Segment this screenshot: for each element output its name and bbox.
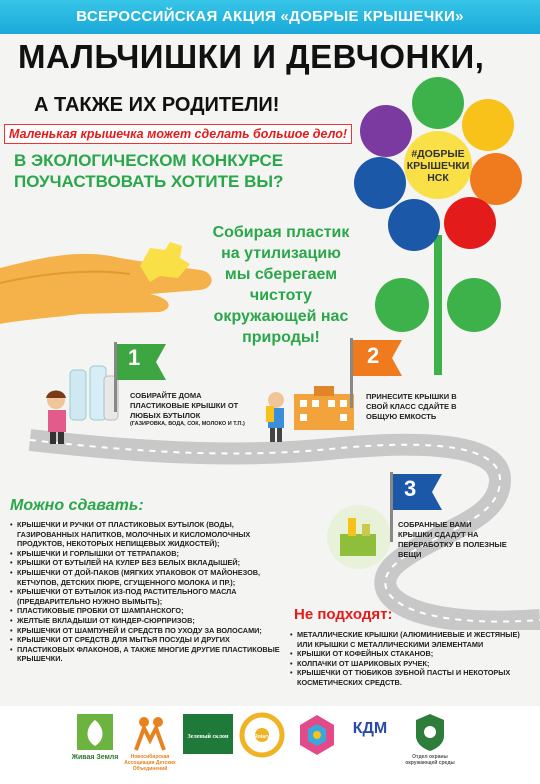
reject-item: • МЕТАЛЛИЧЕСКИЕ КРЫШКИ (АЛЮМИНИЕВЫЕ И ЖЕСТЯНЫЕ) ИЛИ КРЫШКИ С МЕТАЛЛИЧЕСКИМИ ЭЛЕМЕНТАМИ: [290, 630, 530, 649]
hand-illustration: [0, 228, 220, 338]
subtitle: А ТАКЖЕ ИХ РОДИТЕЛИ!: [34, 94, 280, 116]
logo-nado: Новосибирская Ассоциация Детских Объединений: [124, 712, 176, 772]
reject-item: • КРЫШЕЧКИ ОТ ТЮБИКОВ ЗУБНОЙ ПАСТЫ И НЕКОТОРЫХ КОСМЕТИЧЕСКИХ СРЕДСТВ.: [290, 668, 530, 687]
accept-list: [10, 520, 280, 664]
logo-zhivaya-zemlya: Живая Земля: [70, 712, 120, 761]
logo-network: [294, 712, 340, 760]
step-2-number: 2: [367, 343, 380, 368]
header-band: [0, 0, 540, 34]
logo-zeleny-sklon: [182, 712, 234, 758]
accept-item: • КРЫШЕЧКИ ОТ ДОЙ-ПАКОВ (МЯГКИХ УПАКОВОК ОТ МАЙОНЕЗОВ, КЕТЧУПОВ, ДЕТСКИХ ПЮРЕ, СГУЩЕННОГО МОЛОКА И ПР.);: [10, 568, 280, 587]
main-title: МАЛЬЧИШКИ И ДЕВЧОНКИ,: [18, 38, 485, 75]
reject-list: [290, 630, 530, 688]
svg-text:Зеленый склон: Зеленый склон: [187, 734, 229, 740]
slogan: Маленькая крышечка может сделать большое дело!: [4, 124, 352, 144]
reject-item: • КОЛПАЧКИ ОТ ШАРИКОВЫХ РУЧЕК;: [290, 659, 530, 669]
bottles-kid-illustration: [42, 360, 122, 450]
svg-text:Rotary: Rotary: [254, 734, 270, 740]
reject-heading: Не подходят:: [294, 606, 393, 623]
action-title: ВСЕРОССИЙСКАЯ АКЦИЯ «ДОБРЫЕ КРЫШЕЧКИ»: [76, 8, 464, 25]
accept-item: • КРЫШЕЧКИ ОТ СРЕДСТВ ДЛЯ МЫТЬЯ ПОСУДЫ И ДРУГИХ: [10, 635, 280, 645]
step-3-text: СОБРАННЫЕ ВАМИ КРЫШКИ СДАДУТ НА ПЕРЕРАБОТКУ В ПОЛЕЗНЫЕ ВЕЩИ: [398, 520, 507, 559]
accept-item: • КРЫШЕЧКИ И ГОРЛЫШКИ ОТ ТЕТРАПАКОВ;: [10, 549, 280, 559]
logo-kdm: КДМ: [352, 720, 388, 737]
step-1-text: [130, 391, 260, 428]
step-3-number: 3: [404, 476, 417, 501]
accept-item: • ПЛАСТИКОВЫХ ФЛАКОНОВ, А ТАКЖЕ МНОГИЕ ДРУГИЕ ПЛАСТИКОВЫЕ КРЫШЕЧКИ.: [10, 645, 280, 664]
accept-item: • КРЫШКИ ОТ БУТЫЛЕЙ НА КУЛЕР БЕЗ БЕЛЫХ ВКЛАДЫШЕЙ;: [10, 558, 280, 568]
accept-item: • КРЫШЕЧКИ И РУЧКИ ОТ ПЛАСТИКОВЫХ БУТЫЛОК (ВОДЫ, ГАЗИРОВАННЫХ НАПИТКОВ, МОЛОЧНЫХ И КИСЛОМОЛОЧНЫХ ПРОДУКТОВ, НЕКОТОРЫХ НЕПИЩЕВЫХ ЖИДКОСТЕЙ);: [10, 520, 280, 549]
accept-item: • КРЫШЕЧКИ ОТ БУТЫЛОК ИЗ-ПОД РАСТИТЕЛЬНОГО МАСЛА (ПРЕДВАРИТЕЛЬНО НУЖНО ВЫМЫТЬ);: [10, 587, 280, 606]
logo-otdel: Отдел охраны окружающей среды: [400, 712, 460, 766]
reject-item: • КРЫШКИ ОТ КОФЕЙНЫХ СТАКАНОВ;: [290, 649, 530, 659]
step-1-main: СОБИРАЙТЕ ДОМА ПЛАСТИКОВЫЕ КРЫШКИ ОТ ЛЮБЫХ БУТЫЛОК: [130, 391, 239, 420]
logo-rotary: [238, 712, 286, 760]
contest-question: В ЭКОЛОГИЧЕСКОМ КОНКУРСЕ ПОУЧАСТВОВАТЬ ХОТИТЕ ВЫ?: [14, 151, 284, 191]
step-1-number: 1: [128, 345, 141, 370]
school-kid-illustration: [262, 380, 362, 450]
accept-item: • ЖЕЛТЫЕ ВКЛАДЫШИ ОТ КИНДЕР-СЮРПРИЗОВ;: [10, 616, 280, 626]
caps-flower-illustration: [340, 75, 540, 375]
factory-illustration: [326, 504, 392, 570]
step-2-text: ПРИНЕСИТЕ КРЫШКИ В СВОЙ КЛАСС СДАЙТЕ В ОБЩУЮ ЕМКОСТЬ: [366, 392, 457, 421]
step-1-note: (ГАЗИРОВКА, ВОДА, СОК, МОЛОКО И Т.П.): [130, 421, 245, 427]
accept-item: • ПЛАСТИКОВЫЕ ПРОБКИ ОТ ШАМПАНСКОГО;: [10, 606, 280, 616]
accept-heading: Можно сдавать:: [10, 497, 144, 514]
plastic-message: Собирая пластик на утилизацию мы сберегаем чистоту окружающей нас природы!: [212, 224, 350, 346]
hashtag: #ДОБРЫЕ КРЫШЕЧКИ НСК: [406, 148, 470, 184]
accept-item: • КРЫШЕЧКИ ОТ ШАМПУНЕЙ И СРЕДСТВ ПО УХОДУ ЗА ВОЛОСАМИ;: [10, 626, 280, 636]
